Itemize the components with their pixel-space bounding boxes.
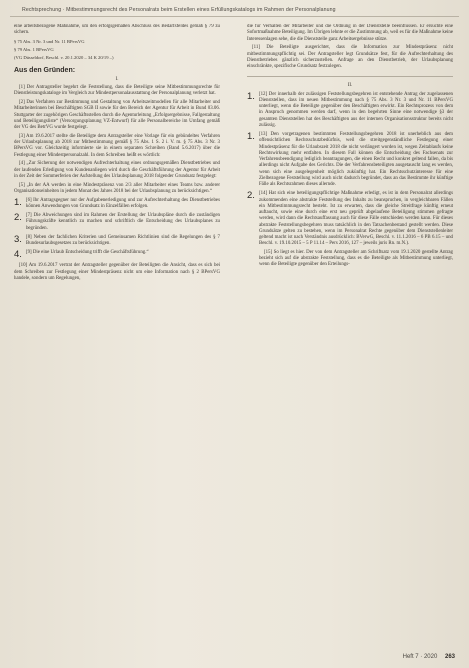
section-text: [9] Die eine Urlaub Entscheidung trifft die Geschäftsführung.“	[25, 250, 149, 256]
section-number: 3.	[14, 233, 22, 245]
numbered-section	[247, 132, 453, 188]
left-column	[14, 24, 220, 644]
page-number: 263	[444, 654, 455, 660]
section-text: [7] Die Abweichungen sind im Rahmen der Erstellung der Urlaubspläne durch die zuständigen Führungskräfte kenntlich zu machen und schriftlich die Entscheidung des Urlaubsplanes zu begründen.	[25, 213, 220, 231]
paragraph: [2] Das Verfahren zur Bestimmung und Gestaltung von Arbeitszeitmodellen für alle Mitarbeiter und Mitarbeiterinnen bei Beschäftigten SGB II sowie für den Bereich der Agentur für Arbeit in Bund 03.06. Stuttgarter der zugehörigen Geschäftsstellen durch die Agenturleitung „Erfolgsergebnisse, Fallgestaltung und Beteiligungsliste“ (Versorgungsplanung VZ-Entwurf) für alle Personalbereiche im Umfang gemäß der VG des BetrVG wurde festgelegt.	[14, 100, 220, 130]
section-text	[259, 191, 453, 268]
roman-numeral: I.	[115, 76, 119, 82]
section-number: 4.	[14, 249, 22, 261]
section-divider	[247, 76, 453, 77]
section-number: 2.	[247, 190, 255, 202]
issue-label: Heft 7 · 2020	[402, 654, 438, 660]
numbered-section	[14, 235, 220, 248]
section-number: 1.	[247, 90, 255, 102]
paragraph: die für Verhalten der Mitarbeiter und die Ordnung in der Dienststelle beeinflussen. Er ersuchte eine Sofortmaßnahme Beteiligung. Im Übrigen lehnte er die Zustimmung ab, weil es für die Maßnahme keine Interessenlagen sehe, die die Dienststelle ganz Arbeitsergebnisse stütze.	[247, 24, 453, 42]
numbered-section	[14, 250, 220, 260]
numbered-section	[247, 92, 453, 130]
section-text: [13] Den vorgetragenen bestimmten Feststellungsbegehren 2018 ist unerheblich aus dem offensichtlichen Rechtsschutzbedürfnis, weil die streitgegenständliche Festlegung einer Mindestpräsenz für die Urlaubszeit 2018 die nicht verlängert worden ist, wegen Zeitablaufs keine Rechtswirkung mehr entfalten. In diesem Fall können die Entscheidung des Fachsenats zur Verfahrensbeendigung lediglich beantragungen, die einen Recht und konkret geltend fallen, da bis allerdings nicht Aufgabe des Gerichts. Die der Verfahrensbeteiligten ausgetauscht lang es werden, wenn sich eine ausgelegenheit möglich zukünftig hat. Ein Rechtsschutzinteresse für eine Zielbezogene Feststellung wird auch nicht dadurch begründet, dass an das Bestimmte ihr künftige Fälle als Rechtsrahmen dieses allernde.	[258, 132, 453, 187]
reference-line: § 75 Abs. 3 Nr. 3 und Nr. 11 BPersVG	[14, 39, 85, 44]
section-number: 1.	[14, 196, 22, 208]
section-number: 1.	[247, 131, 255, 142]
section-text: [12] Der innerhalb der zulässigen Feststellungsbegehren ist entstehende Antrag der zugelassenen Dienststellen, dass im neuen Mitbestimmung nach § 75 Abs. 3 Nr. 3 und Nr. 11 BPersVG unterliegt, wenn die Beteiligte gegenüber den Beschäftigten erwirkt. Ein Rechtsprozess von dem in Anspruch genommen werden darf, wenn in den begehrten Sinne eine notwendige §3 der gesamten Dienststellen hat des Beschäftigten aus der internen Organisationsstruktur bereits nicht zulässig.	[258, 91, 453, 128]
paragraph: [3] Am 19.6.2017 stellte die Beteiligte dem Antragsteller eine Vorlage für ein gebündeltes Verfahren der Urlaubsplanung ab 2018 zur Mitbestimmung gemäß § 75 Abs. 1 S. 2 i. V. m. § 75 Abs. 3 Nr. 3 BPersVG vor. Gleichzeitig informierte sie in einem separaten Schreiben (Band 5.6.2017) über die Festlegung einer Mindestpersonalzahl. In dem Schreiben heißt es wörtlich:	[14, 133, 220, 158]
section-heading: Aus den Gründen:	[14, 66, 76, 74]
section-text-part: [14] Hat sich eine beteiligungspflichtige Maßnahme erledigt, es ist in dem Personalrat allerdings zukommenden eine abstrakte Feststellung des Inhalts zu beanspruchen, in vergleichbaren Fällen ein Mitbestimmungsrecht besteht. Ist zu erwarten, dass die gleiche Streitfrage künftig erneut auftaucht, sowie eine durch eine erst neu geprüft abgelaufene Beteiligung stimmen gefragte werden, wird dann die Rechtsauffassung auch für diese Fälle entschieden werden kann. Für dieses abstrakte Feststellungsbegehren muss tatsächlich in den Tatsachenbestand gestellt werden. Diese Grundsätze gelten zu bestehen, wenn im Personalrat Rechte gegenüber dem Dienststellenleiter geltend macht ist nach Verständnis ausdrücklich: BVerwG, Beschl. v. 11.1.2016 – 6 PB 6.15 – und Beschl. v. 19.10.2015 – 5 P 11.14 – Pers 2016, 127 – jeweils juris Rn. m.N.).	[258, 191, 453, 247]
paragraph: [5] „In der AA werden in eine Mindestpräsenz von 2/3 aller Mitarbeiter eines Teams bzw. anderer Organisationseinheiten in jedem Monat des Jahres 2018 bei der Urlaubsplanung zu berücksichtigen.“	[14, 182, 220, 194]
paragraph: [10] Am 19.6.2017 vertrat der Antragsteller gegenüber der Beteiligten die Ansicht, dass es sich bei dem Schreiben zur Festlegung einer Mindestpräsenz nicht um eine Information nach § 2 BPersVG handele, sondern um Regelungen,	[14, 263, 220, 281]
numbered-section	[14, 213, 220, 232]
paragraph: [1] Der Antragsteller begehrt die Feststellung, dass die Beteiligte seine Mitbestimmungsrechte für Dienstleistungskataloge im Vergleich zur Mindestpersonalausstattung der Personalplanung verletzt hat.	[14, 85, 220, 97]
court-citation: (VG Düsseldorf, Beschl. v. 20.1.2020 – 34 K 20/19 –)	[14, 54, 114, 60]
right-column	[247, 24, 453, 648]
section-text: [6] Ihr Antragsgegner nur der Aufgabenerledigung und zur Aufrechterhaltung des Dienstbetriebes können Anwendungen von Grundsatz in Einzelfällen erfolgen.	[25, 197, 220, 209]
numbered-section	[14, 198, 220, 211]
running-head: Rechtsprechung · Mitbestimmungsrecht des Personalrats beim Erstellen eines Erfüllungskatalogs im Rahmen der Personalplanung	[10, 5, 459, 17]
reference-line: § 79 Abs. 1 BPersVG	[14, 46, 54, 52]
paragraph: [4] „Zur Sicherung der notwendigen Aufrechterhaltung eines ordnungsgemäßen Dienstbetriebes und der laufenden Erledigung von Kundenanliegen wird durch die Geschäftsführung der Agentur für Arbeit in der Zeit der Sommerferien der Aufstellung des Urlaubsplanung 2018 folgender Grundsatz festgelegt:	[14, 161, 220, 179]
numbered-section	[247, 191, 453, 268]
page-footer	[403, 652, 455, 662]
section-text: [8] Neben der fachlichen Kriterien und Gemeinsamen Richtlinien sind die Regelungen des § 7 Bundesurlaubsgesetzes zu berücksichtigen.	[25, 234, 220, 246]
intro-paragraph: eine arbeitsbezogene Maßnahme, um den erfolgsgemäßen Abschluss des Bedarfsfeldes gemäß § 79 zu sichern.	[14, 24, 220, 36]
section-number: 2.	[14, 212, 22, 223]
paragraph: [11] Die Beteiligte ausgerichtet, dass die Information zur Mindestpräsenz nicht mitbestimmungspflichtig sei. Der Antragsteller legt Grundsätze fest, für die Aufrechterhaltung des Dienstbetriebes gänzlich sicherzustellen. Anfrage an den Dienstbetrieb, der Urlaubsplanung einschränkte, spezifische Grundsatz festzulegen.	[247, 45, 453, 69]
roman-numeral: II.	[347, 83, 353, 89]
section-text-part: [15] So liegt es hier. Der von dem Antragsteller am Schriftsatz vom 19.1.2020 gestellte Antrag bezieht sich auf die abstrakte Feststellung, dass es die Beteiligte als Mitbestimmung unterliegt, wenn die Beteiligte gegenüber den Erteilungs-	[258, 249, 453, 267]
